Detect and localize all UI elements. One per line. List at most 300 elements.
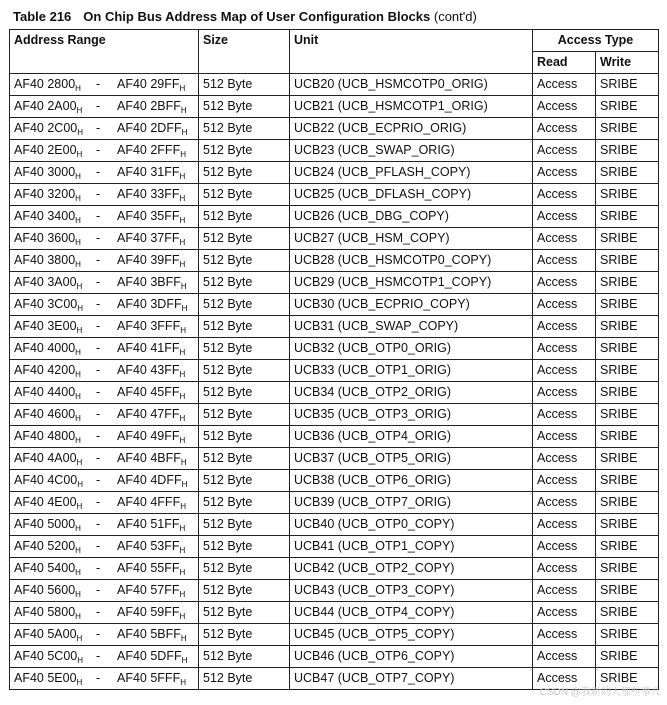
range-separator: - (96, 539, 101, 553)
read-access-cell: Access (533, 96, 596, 118)
read-access-cell: Access (533, 404, 596, 426)
start-address: AF40 4800 (14, 429, 76, 443)
end-address: AF40 4DFF (117, 473, 182, 487)
table-row (10, 426, 659, 448)
address-range-cell (10, 470, 199, 492)
unit-cell: UCB44 (UCB_OTP4_COPY) (290, 602, 533, 624)
read-access-cell: Access (533, 602, 596, 624)
read-access-cell: Access (533, 250, 596, 272)
end-address: AF40 5FFF (117, 671, 181, 685)
read-access-cell: Access (533, 646, 596, 668)
hex-suffix: H (75, 414, 81, 423)
write-access-cell: SRIBE (596, 382, 659, 404)
hex-suffix: H (76, 282, 83, 291)
read-access-cell: Access (533, 470, 596, 492)
table-row (10, 646, 659, 668)
address-range-cell (10, 646, 199, 668)
size-cell: 512 Byte (199, 184, 290, 206)
size-cell: 512 Byte (199, 316, 290, 338)
hex-suffix: H (179, 370, 186, 379)
table-number: Table 216 (13, 9, 72, 24)
hex-suffix: H (181, 128, 188, 137)
size-cell: 512 Byte (199, 558, 290, 580)
size-cell: 512 Byte (199, 96, 290, 118)
end-address: AF40 4FFF (117, 495, 181, 509)
range-separator: - (96, 121, 101, 135)
table-row (10, 470, 659, 492)
end-address: AF40 33FF (117, 187, 180, 201)
address-range-cell (10, 272, 199, 294)
table-row (10, 228, 659, 250)
write-access-cell: SRIBE (596, 558, 659, 580)
write-access-cell: SRIBE (596, 338, 659, 360)
hex-suffix: H (180, 634, 187, 643)
range-separator: - (96, 671, 101, 685)
size-cell: 512 Byte (199, 118, 290, 140)
start-address: AF40 5600 (14, 583, 76, 597)
hex-suffix: H (75, 568, 81, 577)
read-access-cell: Access (533, 140, 596, 162)
read-access-cell: Access (533, 162, 596, 184)
end-address: AF40 41FF (117, 341, 180, 355)
range-separator: - (96, 77, 101, 91)
write-access-cell: SRIBE (596, 426, 659, 448)
table-row (10, 338, 659, 360)
range-separator: - (96, 165, 101, 179)
hex-suffix: H (179, 238, 186, 247)
write-access-cell: SRIBE (596, 492, 659, 514)
hex-suffix: H (77, 128, 84, 137)
unit-cell: UCB47 (UCB_OTP7_COPY) (290, 668, 533, 690)
table-row (10, 404, 659, 426)
read-access-cell: Access (533, 668, 596, 690)
hex-suffix: H (75, 392, 81, 401)
size-cell: 512 Byte (199, 536, 290, 558)
address-range-cell (10, 668, 199, 690)
hex-suffix: H (75, 436, 81, 445)
start-address: AF40 3200 (14, 187, 76, 201)
write-access-cell: SRIBE (596, 646, 659, 668)
write-access-cell: SRIBE (596, 96, 659, 118)
hex-suffix: H (75, 216, 81, 225)
end-address: AF40 4BFF (117, 451, 181, 465)
end-address: AF40 29FF (117, 77, 180, 91)
size-cell: 512 Byte (199, 382, 290, 404)
table-title: On Chip Bus Address Map of User Configuration Blocks (83, 9, 431, 24)
unit-cell: UCB45 (UCB_OTP5_COPY) (290, 624, 533, 646)
table-row (10, 118, 659, 140)
end-address: AF40 49FF (117, 429, 180, 443)
end-address: AF40 37FF (117, 231, 180, 245)
unit-cell: UCB46 (UCB_OTP6_COPY) (290, 646, 533, 668)
range-separator: - (96, 319, 101, 333)
unit-cell: UCB30 (UCB_ECPRIO_COPY) (290, 294, 533, 316)
end-address: AF40 39FF (117, 253, 180, 267)
start-address: AF40 5400 (14, 561, 76, 575)
table-row (10, 536, 659, 558)
size-cell: 512 Byte (199, 360, 290, 382)
range-separator: - (96, 605, 101, 619)
size-cell: 512 Byte (199, 646, 290, 668)
table-row (10, 580, 659, 602)
hex-suffix: H (77, 304, 84, 313)
size-cell: 512 Byte (199, 602, 290, 624)
write-access-cell: SRIBE (596, 448, 659, 470)
size-cell: 512 Byte (199, 448, 290, 470)
read-access-cell: Access (533, 492, 596, 514)
hex-suffix: H (181, 656, 188, 665)
read-access-cell: Access (533, 316, 596, 338)
hex-suffix: H (180, 106, 187, 115)
address-range-cell (10, 382, 199, 404)
range-separator: - (96, 341, 101, 355)
hex-suffix: H (75, 590, 81, 599)
address-range-cell (10, 228, 199, 250)
write-access-cell: SRIBE (596, 250, 659, 272)
start-address: AF40 4600 (14, 407, 76, 421)
table-row (10, 162, 659, 184)
end-address: AF40 3BFF (117, 275, 181, 289)
unit-cell: UCB28 (UCB_HSMCOTP0_COPY) (290, 250, 533, 272)
hex-suffix: H (180, 150, 186, 159)
start-address: AF40 4E00 (14, 495, 77, 509)
write-access-cell: SRIBE (596, 602, 659, 624)
size-cell: 512 Byte (199, 470, 290, 492)
hex-suffix: H (75, 238, 81, 247)
unit-cell: UCB33 (UCB_OTP1_ORIG) (290, 360, 533, 382)
table-row (10, 272, 659, 294)
end-address: AF40 31FF (117, 165, 180, 179)
hex-suffix: H (76, 678, 83, 687)
size-cell: 512 Byte (199, 338, 290, 360)
start-address: AF40 3000 (14, 165, 76, 179)
hex-suffix: H (76, 106, 83, 115)
size-cell: 512 Byte (199, 426, 290, 448)
header-unit: Unit (290, 30, 533, 74)
end-address: AF40 3DFF (117, 297, 182, 311)
table-row (10, 382, 659, 404)
start-address: AF40 3A00 (14, 275, 77, 289)
start-address: AF40 5000 (14, 517, 76, 531)
hex-suffix: H (75, 260, 81, 269)
range-separator: - (96, 253, 101, 267)
address-range-cell (10, 96, 199, 118)
address-range-cell (10, 118, 199, 140)
hex-suffix: H (179, 392, 186, 401)
end-address: AF40 55FF (117, 561, 180, 575)
size-cell: 512 Byte (199, 668, 290, 690)
size-cell: 512 Byte (199, 250, 290, 272)
hex-suffix: H (179, 612, 186, 621)
unit-cell: UCB38 (UCB_OTP6_ORIG) (290, 470, 533, 492)
address-range-cell (10, 536, 199, 558)
end-address: AF40 51FF (117, 517, 180, 531)
read-access-cell: Access (533, 426, 596, 448)
read-access-cell: Access (533, 294, 596, 316)
range-separator: - (96, 627, 101, 641)
read-access-cell: Access (533, 206, 596, 228)
write-access-cell: SRIBE (596, 668, 659, 690)
start-address: AF40 2C00 (14, 121, 78, 135)
start-address: AF40 5200 (14, 539, 76, 553)
unit-cell: UCB27 (UCB_HSM_COPY) (290, 228, 533, 250)
start-address: AF40 4200 (14, 363, 76, 377)
hex-suffix: H (179, 84, 186, 93)
hex-suffix: H (181, 304, 188, 313)
end-address: AF40 53FF (117, 539, 180, 553)
start-address: AF40 5800 (14, 605, 76, 619)
address-range-cell (10, 162, 199, 184)
read-access-cell: Access (533, 118, 596, 140)
address-range-cell (10, 602, 199, 624)
hex-suffix: H (75, 612, 81, 621)
start-address: AF40 4A00 (14, 451, 77, 465)
hex-suffix: H (76, 458, 83, 467)
range-separator: - (96, 275, 101, 289)
header-read: Read (533, 52, 596, 74)
range-separator: - (96, 363, 101, 377)
read-access-cell: Access (533, 536, 596, 558)
read-access-cell: Access (533, 448, 596, 470)
start-address: AF40 2A00 (14, 99, 77, 113)
range-separator: - (96, 297, 101, 311)
read-access-cell: Access (533, 74, 596, 96)
unit-cell: UCB26 (UCB_DBG_COPY) (290, 206, 533, 228)
range-separator: - (96, 99, 101, 113)
address-range-cell (10, 448, 199, 470)
write-access-cell: SRIBE (596, 404, 659, 426)
range-separator: - (96, 451, 101, 465)
hex-suffix: H (180, 678, 186, 687)
range-separator: - (96, 583, 101, 597)
hex-suffix: H (180, 326, 186, 335)
header-access-type: Access Type (533, 30, 659, 52)
read-access-cell: Access (533, 228, 596, 250)
write-access-cell: SRIBE (596, 316, 659, 338)
table-row (10, 624, 659, 646)
start-address: AF40 3800 (14, 253, 76, 267)
hex-suffix: H (76, 634, 83, 643)
unit-cell: UCB35 (UCB_OTP3_ORIG) (290, 404, 533, 426)
hex-suffix: H (180, 458, 187, 467)
write-access-cell: SRIBE (596, 294, 659, 316)
watermark: CSDN @我新的人那些事儿 (539, 687, 661, 698)
unit-cell: UCB31 (UCB_SWAP_COPY) (290, 316, 533, 338)
end-address: AF40 5DFF (117, 649, 182, 663)
range-separator: - (96, 517, 101, 531)
table-row (10, 514, 659, 536)
write-access-cell: SRIBE (596, 228, 659, 250)
range-separator: - (96, 495, 101, 509)
hex-suffix: H (179, 436, 186, 445)
hex-suffix: H (75, 348, 81, 357)
hex-suffix: H (179, 414, 186, 423)
hex-suffix: H (179, 172, 186, 181)
start-address: AF40 4400 (14, 385, 76, 399)
hex-suffix: H (76, 150, 83, 159)
write-access-cell: SRIBE (596, 470, 659, 492)
start-address: AF40 5E00 (14, 671, 77, 685)
start-address: AF40 3E00 (14, 319, 77, 333)
table-body (10, 74, 659, 690)
hex-suffix: H (77, 480, 84, 489)
unit-cell: UCB42 (UCB_OTP2_COPY) (290, 558, 533, 580)
write-access-cell: SRIBE (596, 184, 659, 206)
range-separator: - (96, 385, 101, 399)
table-row (10, 74, 659, 96)
hex-suffix: H (179, 348, 186, 357)
address-range-cell (10, 140, 199, 162)
header-address-range: Address Range (10, 30, 199, 74)
end-address: AF40 57FF (117, 583, 180, 597)
end-address: AF40 45FF (117, 385, 180, 399)
end-address: AF40 2DFF (117, 121, 182, 135)
unit-cell: UCB23 (UCB_SWAP_ORIG) (290, 140, 533, 162)
hex-suffix: H (75, 172, 81, 181)
start-address: AF40 3600 (14, 231, 76, 245)
unit-cell: UCB24 (UCB_PFLASH_COPY) (290, 162, 533, 184)
start-address: AF40 3400 (14, 209, 76, 223)
write-access-cell: SRIBE (596, 162, 659, 184)
size-cell: 512 Byte (199, 514, 290, 536)
read-access-cell: Access (533, 558, 596, 580)
unit-cell: UCB25 (UCB_DFLASH_COPY) (290, 184, 533, 206)
start-address: AF40 2E00 (14, 143, 77, 157)
range-separator: - (96, 429, 101, 443)
hex-suffix: H (179, 590, 186, 599)
size-cell: 512 Byte (199, 294, 290, 316)
table-row (10, 140, 659, 162)
hex-suffix: H (180, 282, 187, 291)
hex-suffix: H (75, 370, 81, 379)
address-range-cell (10, 338, 199, 360)
unit-cell: UCB21 (UCB_HSMCOTP1_ORIG) (290, 96, 533, 118)
end-address: AF40 3FFF (117, 319, 181, 333)
write-access-cell: SRIBE (596, 206, 659, 228)
table-row (10, 360, 659, 382)
write-access-cell: SRIBE (596, 514, 659, 536)
table-row (10, 558, 659, 580)
end-address: AF40 43FF (117, 363, 180, 377)
hex-suffix: H (181, 480, 188, 489)
table-row (10, 294, 659, 316)
range-separator: - (96, 209, 101, 223)
unit-cell: UCB41 (UCB_OTP1_COPY) (290, 536, 533, 558)
hex-suffix: H (77, 656, 84, 665)
table-row (10, 96, 659, 118)
write-access-cell: SRIBE (596, 272, 659, 294)
start-address: AF40 4C00 (14, 473, 78, 487)
read-access-cell: Access (533, 382, 596, 404)
range-separator: - (96, 561, 101, 575)
read-access-cell: Access (533, 514, 596, 536)
table-caption (13, 9, 477, 24)
hex-suffix: H (76, 326, 83, 335)
start-address: AF40 4000 (14, 341, 76, 355)
unit-cell: UCB39 (UCB_OTP7_ORIG) (290, 492, 533, 514)
start-address: AF40 5A00 (14, 627, 77, 641)
end-address: AF40 5BFF (117, 627, 181, 641)
header-size: Size (199, 30, 290, 74)
header-write: Write (596, 52, 659, 74)
hex-suffix: H (179, 194, 186, 203)
unit-cell: UCB36 (UCB_OTP4_ORIG) (290, 426, 533, 448)
range-separator: - (96, 143, 101, 157)
read-access-cell: Access (533, 624, 596, 646)
hex-suffix: H (179, 260, 186, 269)
size-cell: 512 Byte (199, 74, 290, 96)
unit-cell: UCB32 (UCB_OTP0_ORIG) (290, 338, 533, 360)
size-cell: 512 Byte (199, 492, 290, 514)
read-access-cell: Access (533, 360, 596, 382)
hex-suffix: H (75, 84, 81, 93)
address-range-cell (10, 184, 199, 206)
range-separator: - (96, 473, 101, 487)
range-separator: - (96, 407, 101, 421)
table-row (10, 448, 659, 470)
read-access-cell: Access (533, 338, 596, 360)
hex-suffix: H (75, 546, 81, 555)
address-range-cell (10, 404, 199, 426)
end-address: AF40 2FFF (117, 143, 181, 157)
size-cell: 512 Byte (199, 624, 290, 646)
address-range-cell (10, 206, 199, 228)
size-cell: 512 Byte (199, 206, 290, 228)
address-range-cell (10, 294, 199, 316)
end-address: AF40 2BFF (117, 99, 181, 113)
address-range-cell (10, 74, 199, 96)
start-address: AF40 2800 (14, 77, 76, 91)
table-row (10, 250, 659, 272)
address-range-cell (10, 514, 199, 536)
size-cell: 512 Byte (199, 228, 290, 250)
size-cell: 512 Byte (199, 140, 290, 162)
start-address: AF40 3C00 (14, 297, 78, 311)
end-address: AF40 59FF (117, 605, 180, 619)
range-separator: - (96, 649, 101, 663)
address-range-cell (10, 360, 199, 382)
unit-cell: UCB37 (UCB_OTP5_ORIG) (290, 448, 533, 470)
write-access-cell: SRIBE (596, 536, 659, 558)
hex-suffix: H (179, 524, 186, 533)
address-range-cell (10, 558, 199, 580)
table-continued-note: (cont'd) (433, 9, 477, 24)
end-address: AF40 47FF (117, 407, 180, 421)
unit-cell: UCB43 (UCB_OTP3_COPY) (290, 580, 533, 602)
hex-suffix: H (75, 194, 81, 203)
unit-cell: UCB40 (UCB_OTP0_COPY) (290, 514, 533, 536)
address-range-cell (10, 492, 199, 514)
size-cell: 512 Byte (199, 404, 290, 426)
write-access-cell: SRIBE (596, 74, 659, 96)
hex-suffix: H (179, 216, 186, 225)
write-access-cell: SRIBE (596, 624, 659, 646)
table-row (10, 492, 659, 514)
table-row (10, 206, 659, 228)
start-address: AF40 5C00 (14, 649, 78, 663)
write-access-cell: SRIBE (596, 118, 659, 140)
table-row (10, 602, 659, 624)
hex-suffix: H (75, 524, 81, 533)
size-cell: 512 Byte (199, 272, 290, 294)
range-separator: - (96, 231, 101, 245)
table-row (10, 316, 659, 338)
address-range-cell (10, 580, 199, 602)
size-cell: 512 Byte (199, 580, 290, 602)
read-access-cell: Access (533, 184, 596, 206)
unit-cell: UCB22 (UCB_ECPRIO_ORIG) (290, 118, 533, 140)
unit-cell: UCB20 (UCB_HSMCOTP0_ORIG) (290, 74, 533, 96)
